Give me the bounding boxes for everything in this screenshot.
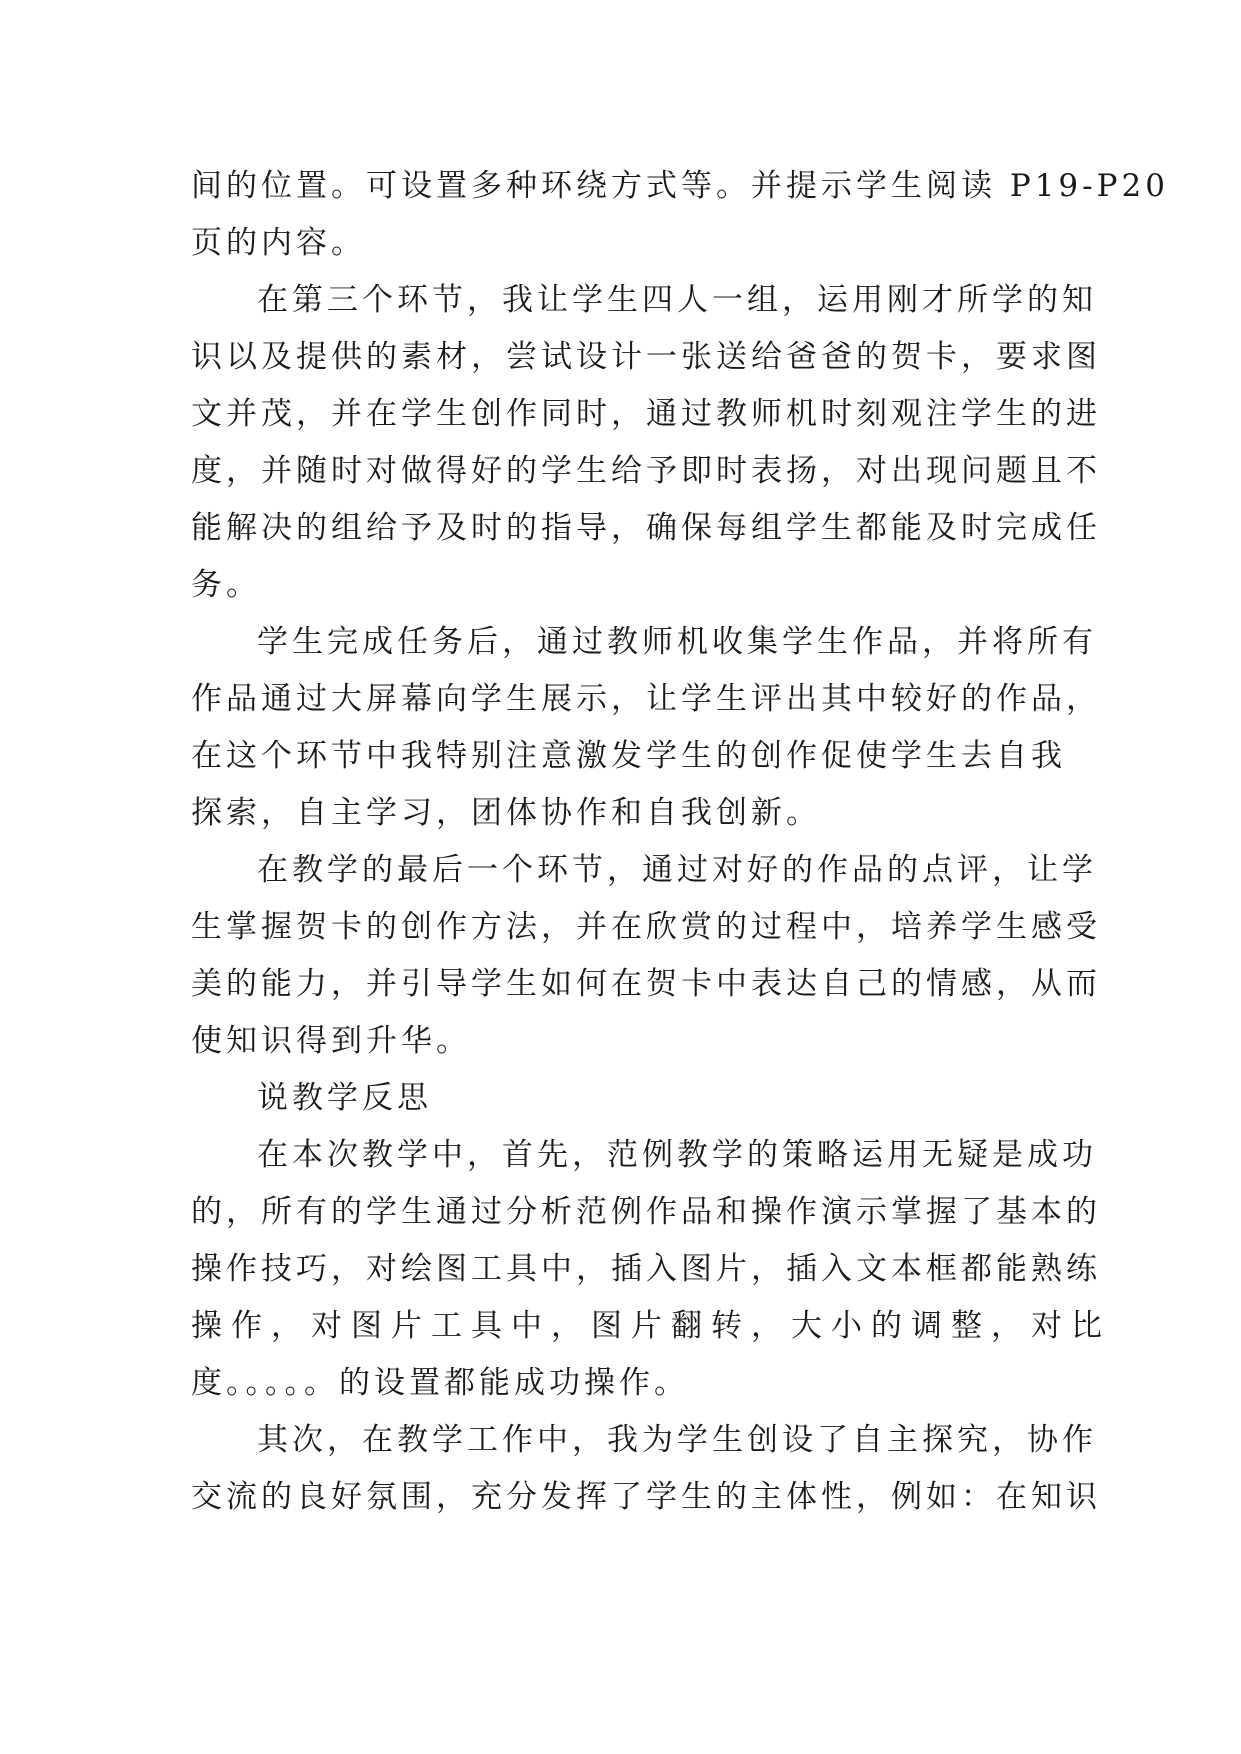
text-line-12: 探索，自主学习，团体协作和自我创新。 [191,795,821,831]
document-body [191,158,1169,1526]
text-line-11: 在这个环节中我特别注意激发学生的创作促使学生去自我 [191,738,1066,774]
text-line-20: 操作技巧，对绘图工具中，插入图片，插入文本框都能熟练 [191,1251,1101,1287]
text-line-13: 在教学的最后一个环节，通过对好的作品的点评，让学 [257,852,1097,888]
text-line-10: 作品通过大屏幕向学生展示，让学生评出其中较好的作品， [191,681,1101,717]
text-line-4: 识以及提供的素材，尝试设计一张送给爸爸的贺卡，要求图 [191,339,1101,375]
text-line-5: 文并茂，并在学生创作同时，通过教师机时刻观注学生的进 [191,396,1101,432]
text-line-14: 生掌握贺卡的创作方法，并在欣赏的过程中，培养学生感受 [191,909,1101,945]
text-line-3: 在第三个环节，我让学生四人一组，运用刚才所学的知 [257,282,1097,318]
text-line-9: 学生完成任务后，通过教师机收集学生作品，并将所有 [257,624,1097,660]
text-line-21: 操作，对图片工具中，图片翻转，大小的调整，对比 [191,1308,1111,1344]
text-line-1: 间的位置。可设置多种环绕方式等。并提示学生阅读 P19-P20 [191,168,1169,204]
text-line-7: 能解决的组给予及时的指导，确保每组学生都能及时完成任 [191,510,1101,546]
text-line-24: 交流的良好氛围，充分发挥了学生的主体性，例如：在知识 [191,1479,1101,1515]
section-heading: 说教学反思 [257,1080,432,1116]
text-line-22: 度。。。。。的设置都能成功操作。 [191,1365,689,1401]
text-line-16: 使知识得到升华。 [191,1023,471,1059]
text-line-23: 其次，在教学工作中，我为学生创设了自主探究，协作 [257,1422,1097,1458]
text-line-2: 页的内容。 [191,225,366,261]
text-line-18: 在本次教学中，首先，范例教学的策略运用无疑是成功 [257,1137,1097,1173]
text-line-8: 务。 [191,567,261,603]
text-line-6: 度，并随时对做得好的学生给予即时表扬，对出现问题且不 [191,453,1101,489]
text-line-19: 的，所有的学生通过分析范例作品和操作演示掌握了基本的 [191,1194,1101,1230]
text-line-15: 美的能力，并引导学生如何在贺卡中表达自己的情感，从而 [191,966,1101,1002]
